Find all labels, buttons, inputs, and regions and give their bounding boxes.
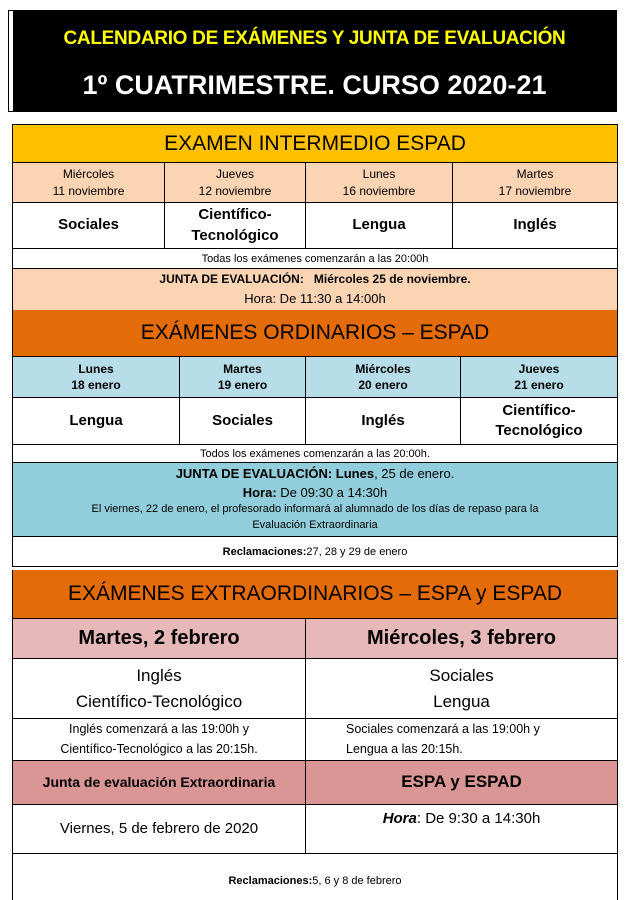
subject-cell: Inglés [513, 216, 557, 234]
intermedio-junta [13, 269, 617, 311]
junta-date: Miércoles 25 de noviembre. [313, 271, 471, 286]
extra-subjects-row [13, 659, 617, 719]
day: Lunes [78, 361, 114, 376]
subject-cell [13, 659, 306, 718]
date-cell [13, 357, 180, 397]
subject: Sociales [429, 666, 494, 685]
reclamaciones-value: 5, 6 y 8 de febrero [312, 875, 402, 887]
date: 18 enero [71, 378, 121, 392]
junta-time: Hora: De 11:30 a 14:00h [244, 290, 386, 306]
date: 20 enero [358, 378, 408, 392]
date: 12 noviembre [198, 183, 272, 198]
ordinarios-note: Todos los exámenes comenzarán a las 20:00h. [13, 445, 617, 463]
extra-junta-detail-row [13, 805, 617, 854]
day: Lunes [362, 167, 396, 182]
extra-reclamaciones [13, 854, 617, 900]
repaso-info: El viernes, 22 de enero, el profesorado informará al alumnado de los días de repaso para la Evaluación Extraordinaria [91, 503, 539, 532]
date: 19 enero [217, 378, 268, 392]
day: Martes [223, 361, 262, 376]
junta-label: JUNTA DE EVALUACIÓN: [159, 271, 304, 286]
junta-group: ESPA y ESPAD [401, 772, 522, 792]
reclamaciones-value: 27, 28 y 29 de enero [306, 545, 408, 558]
ordinarios-junta [13, 463, 617, 537]
title-line-1: CALENDARIO DE EXÁMENES Y JUNTA DE EVALUACIÓN [63, 28, 566, 49]
day: Jueves [215, 167, 255, 182]
hora-label: Hora [382, 810, 417, 827]
hora-value: De 09:30 a 14:30h [276, 484, 388, 500]
intermedio-header: EXAMEN INTERMEDIO ESPAD [13, 125, 617, 163]
time-line: Científico-Tecnológico a las 20:15h. [60, 741, 258, 756]
intermedio-note: Todas los exámenes comenzarán a las 20:00h [13, 249, 617, 269]
date-cell [306, 357, 461, 397]
document-title-banner [9, 11, 616, 111]
subject-cell: Lengua [306, 203, 453, 248]
subject: Inglés [136, 666, 182, 685]
day: Miércoles [62, 167, 115, 182]
extra-dates-row [13, 619, 617, 659]
junta-date: Viernes, 5 de febrero de 2020 [13, 805, 306, 853]
junta-date: , 25 de enero. [374, 465, 455, 481]
date: 21 enero [514, 378, 564, 392]
subject-cell: Sociales [13, 203, 165, 248]
date-cell [180, 357, 306, 397]
junta-time [306, 805, 617, 853]
date-cell [13, 163, 165, 202]
intermedio-section [12, 124, 618, 311]
extra-junta-row [13, 761, 617, 805]
subject-cell: Inglés [306, 398, 461, 444]
date: 11 noviembre [52, 183, 125, 198]
ordinarios-reclamaciones [13, 537, 617, 567]
hora-label: Hora: [242, 484, 277, 500]
reclamaciones-label: Reclamaciones: [228, 875, 313, 887]
date-cell [453, 163, 617, 202]
subject-cell: Lengua [13, 398, 180, 444]
date-cell [306, 163, 453, 202]
subject: Científico-Tecnológico [75, 691, 243, 711]
time-line: Inglés comenzará a las 19:00h y [69, 722, 249, 737]
time-line: Sociales comenzará a las 19:00h y [346, 722, 540, 737]
subject-cell: Científico- Tecnológico [495, 401, 583, 439]
subject-cell: Sociales [180, 398, 306, 444]
date: 17 noviembre [498, 183, 572, 198]
intermedio-dates-row [13, 163, 617, 203]
intermedio-subjects-row [13, 203, 617, 249]
hora-value: : De 9:30 a 14:30h [416, 810, 541, 827]
date: 16 noviembre [342, 183, 416, 198]
extra-times-row [13, 719, 617, 761]
date-cell [165, 163, 306, 202]
subject-cell [306, 659, 617, 718]
ordinarios-dates-row [13, 357, 617, 398]
ordinarios-section [12, 310, 618, 567]
subject: Lengua [433, 691, 490, 711]
date-cell [461, 357, 617, 397]
day: Martes [516, 167, 554, 182]
extraordinarios-section [12, 570, 618, 900]
day: Miércoles [355, 361, 411, 376]
time-line: Lengua a las 20:15h. [346, 741, 463, 756]
ordinarios-subjects-row [13, 398, 617, 445]
times-cell [306, 719, 617, 760]
day: Jueves [518, 361, 560, 376]
subject-cell: Científico- Tecnológico [165, 203, 306, 248]
junta-label: Junta de evaluación Extraordinaria [13, 761, 306, 804]
title-line-2: 1º CUATRIMESTRE. CURSO 2020-21 [82, 70, 547, 100]
times-cell [13, 719, 306, 760]
ordinarios-header: EXÁMENES ORDINARIOS – ESPAD [13, 310, 617, 357]
reclamaciones-label: Reclamaciones: [222, 545, 307, 558]
junta-label: JUNTA DE EVALUACIÓN: Lunes [175, 465, 375, 481]
extraordinarios-header: EXÁMENES EXTRAORDINARIOS – ESPA y ESPAD [13, 570, 617, 619]
date-cell: Martes, 2 febrero [13, 619, 306, 658]
date-cell: Miércoles, 3 febrero [367, 627, 556, 649]
